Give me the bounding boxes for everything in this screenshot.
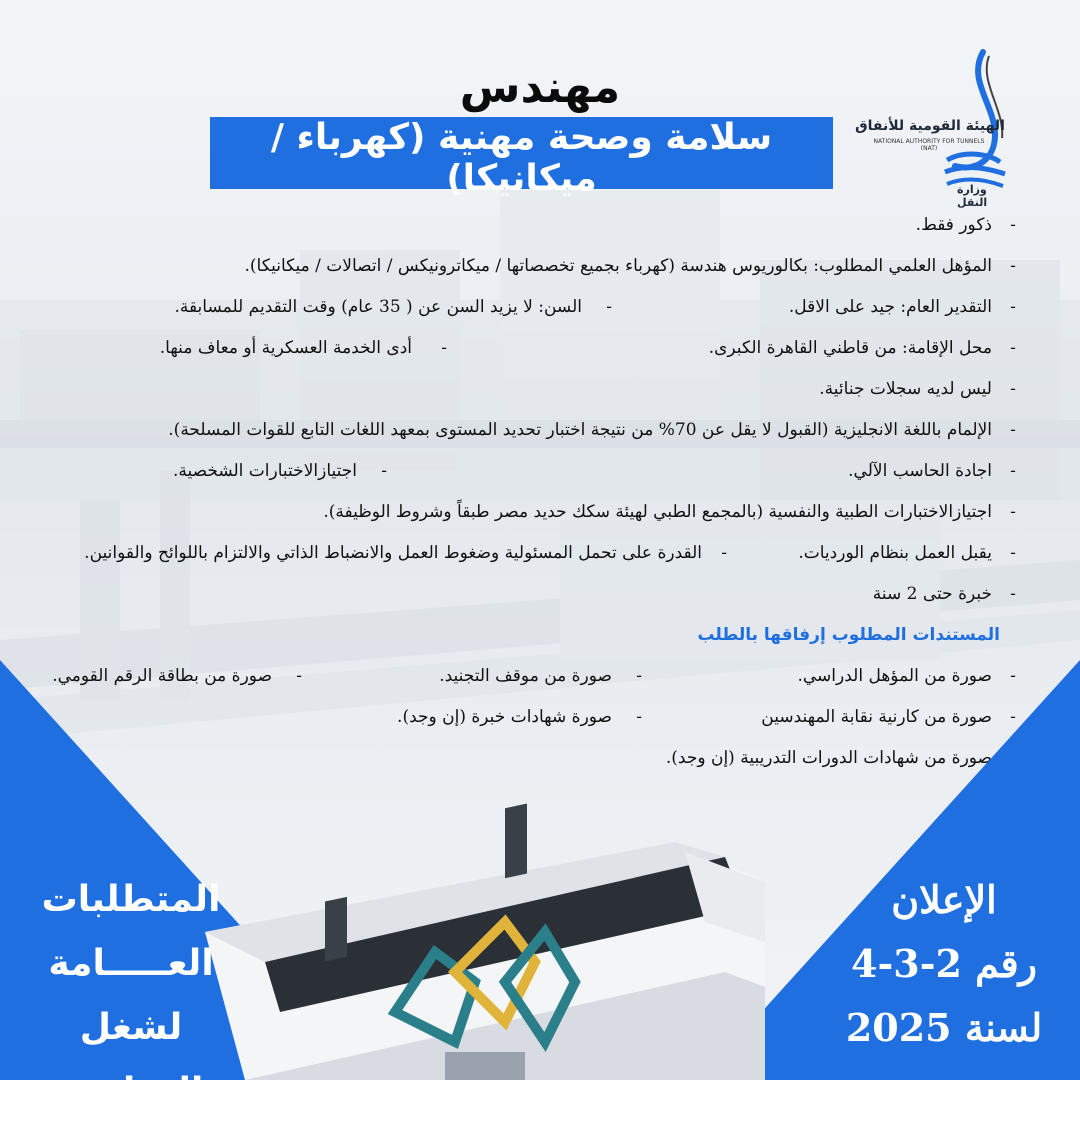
label-line: لشغل الوظيفة [58, 1007, 204, 1112]
bullet: - [1010, 666, 1016, 686]
label-line: العـــــامة [48, 943, 214, 984]
list-item-text: صورة من كارنية نقابة المهندسين [761, 707, 992, 727]
bullet: - [1010, 338, 1016, 358]
documents-heading: المستندات المطلوب إرفاقها بالطلب [697, 625, 1000, 645]
bullet: - [1010, 707, 1016, 727]
bullet: - [1010, 543, 1016, 563]
bullet: - [1010, 748, 1016, 768]
list-item [32, 461, 1016, 502]
label-line: الإعلان [891, 877, 997, 922]
list-item [32, 256, 1016, 297]
list-item-text: القدرة على تحمل المسئولية وضغوط العمل والانضباط الذاتي والالتزام باللوائح والقوانين. [84, 543, 702, 563]
label-line: لسنة 2025 [845, 1005, 1043, 1050]
list-item [32, 420, 1016, 461]
list-item [32, 543, 1016, 584]
list-item-text: الإلمام باللغة الانجليزية (القبول لا يقل عن 70% من نتيجة اختبار تحديد المستوى بمعهد اللغات التابع للقوات المسلحة). [168, 420, 992, 440]
logo-ministry: وزارة النقل [957, 183, 988, 209]
list-item [32, 379, 1016, 420]
list-item-text: ذكور فقط. [915, 215, 992, 235]
label-line: المتطلبات [41, 879, 221, 920]
page-title: مهندس [459, 62, 621, 113]
list-item [32, 297, 1016, 338]
bullet: - [606, 297, 612, 317]
job-subtitle: سلامة وصحة مهنية (كهرباء / ميكانيكا) [210, 117, 833, 189]
announcement-label [834, 868, 1054, 1060]
nat-logo [855, 50, 1020, 209]
list-item-text: أدى الخدمة العسكرية أو معاف منها. [159, 338, 412, 358]
list-item-text: صورة شهادات خبرة (إن وجد). [397, 707, 612, 727]
bullet: - [1010, 461, 1016, 481]
list-item-text: صورة من المؤهل الدراسي. [797, 666, 992, 686]
list-item-text: السن: لا يزيد السن عن ( 35 عام) وقت التقديم للمسابقة. [174, 297, 582, 317]
bullet: - [721, 543, 727, 563]
general-requirements-label [26, 868, 236, 1124]
bullet: - [1010, 379, 1016, 399]
label-line: رقم 2-3-4 [851, 941, 1037, 986]
bullet: - [1010, 297, 1016, 317]
list-item-text: ليس لديه سجلات جنائية. [819, 379, 992, 399]
list-item-text: صورة من موقف التجنيد. [439, 666, 612, 686]
bullet: - [1010, 420, 1016, 440]
list-item-text: خبرة حتى 2 سنة [872, 584, 992, 604]
list-item-text: صورة من شهادات الدورات التدريبية (إن وجد). [665, 748, 992, 768]
bullet: - [636, 666, 642, 686]
list-item-text: محل الإقامة: من قاطني القاهرة الكبرى. [708, 338, 992, 358]
list-item [32, 502, 1016, 543]
list-item-text: صورة من بطاقة الرقم القومي. [52, 666, 272, 686]
list-item-text: المؤهل العلمي المطلوب: بكالوريوس هندسة (كهرباء بجميع تخصصاتها / ميكاترونيكس / اتصالات / ميكانيكا). [244, 256, 992, 276]
bullet: - [1010, 502, 1016, 522]
list-item-text: اجتيازالاختبارات الشخصية. [172, 461, 357, 481]
bullet: - [1010, 256, 1016, 276]
list-item [32, 215, 1016, 256]
list-item [32, 584, 1016, 625]
bullet: - [1010, 215, 1016, 235]
list-item-text: التقدير العام: جيد على الاقل. [788, 297, 992, 317]
list-item-text: اجتيازالاختبارات الطبية والنفسية (بالمجمع الطبي لهيئة سكك حديد مصر طبقاً وشروط الوظيفة). [323, 502, 992, 522]
bullet: - [1010, 584, 1016, 604]
monorail-train-illustration [205, 812, 765, 1080]
logo-english-name: NATIONAL AUTHORITY FOR TUNNELS (NAT) [873, 138, 985, 152]
bullet: - [381, 461, 387, 481]
bullet: - [441, 338, 447, 358]
logo-arabic-name: الهيئة القومية للأنفاق [855, 118, 1005, 134]
list-item-text: يقبل العمل بنظام الورديات. [798, 543, 992, 563]
bullet: - [636, 707, 642, 727]
list-item [32, 338, 1016, 379]
list-item-text: اجادة الحاسب الآلي. [848, 461, 992, 481]
bullet: - [296, 666, 302, 686]
